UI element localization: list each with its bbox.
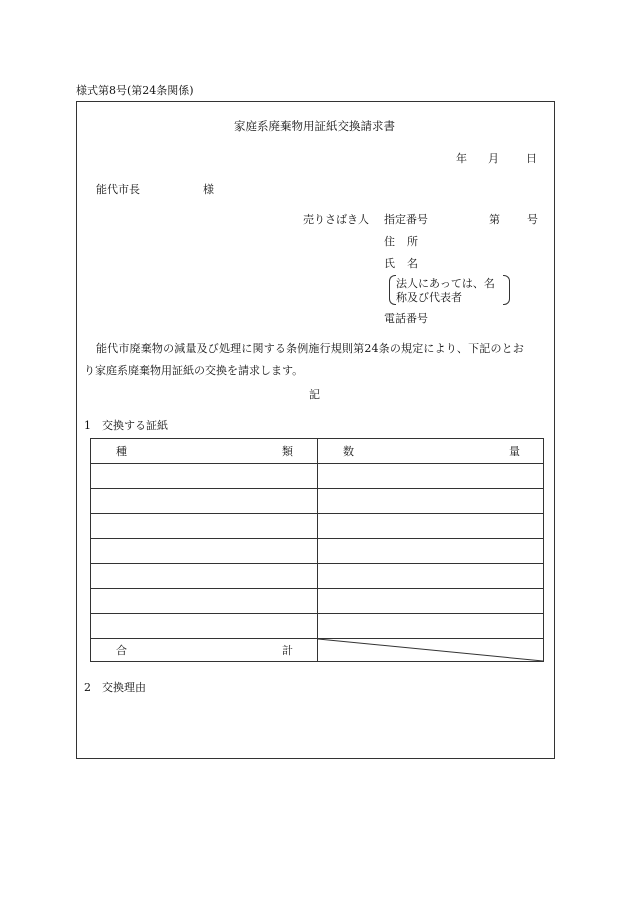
ki-heading: 記 bbox=[309, 388, 320, 401]
body-text-line2: り家庭系廃棄物用証紙の交換を請求します。 bbox=[84, 364, 304, 377]
table-column-divider bbox=[317, 439, 318, 661]
name-label: 氏 名 bbox=[384, 257, 419, 270]
phone-label: 電話番号 bbox=[384, 312, 428, 325]
table-row-divider bbox=[91, 613, 543, 614]
table-row-divider bbox=[91, 513, 543, 514]
date-day: 日 bbox=[526, 152, 537, 165]
section2-heading: 2 交換理由 bbox=[84, 681, 146, 694]
address-label: 住 所 bbox=[384, 235, 419, 248]
designation-number-prefix: 第 bbox=[489, 213, 500, 226]
corp-note-line1: 法人にあっては、名 bbox=[396, 277, 495, 290]
corp-note-line2: 称及び代表者 bbox=[396, 291, 462, 304]
exchange-stamps-table bbox=[90, 438, 544, 662]
header-type-right: 類 bbox=[282, 445, 293, 458]
table-row-divider bbox=[91, 488, 543, 489]
total-label-left: 合 bbox=[116, 644, 127, 657]
document-title: 家庭系廃棄物用証紙交換請求書 bbox=[234, 119, 395, 133]
form-number: 様式第8号(第24条関係) bbox=[76, 84, 194, 97]
designation-number-suffix: 号 bbox=[527, 213, 538, 226]
table-row-divider bbox=[91, 563, 543, 564]
corp-note-bracket-left bbox=[389, 275, 396, 305]
date-year: 年 bbox=[456, 152, 467, 165]
addressee-honorific: 様 bbox=[203, 183, 214, 196]
table-row-divider bbox=[91, 588, 543, 589]
date-month: 月 bbox=[488, 152, 499, 165]
header-qty-left: 数 bbox=[343, 445, 354, 458]
section1-heading: 1 交換する証紙 bbox=[84, 419, 168, 432]
total-label-right: 計 bbox=[282, 644, 293, 657]
body-text-line1: 能代市廃棄物の減量及び処理に関する条例施行規則第24条の規定により、下記のとお bbox=[96, 342, 525, 355]
seller-label: 売りさばき人 bbox=[303, 213, 369, 226]
designation-number-label: 指定番号 bbox=[384, 213, 428, 226]
table-row-divider bbox=[91, 463, 543, 464]
addressee-name: 能代市長 bbox=[96, 183, 140, 196]
header-qty-right: 量 bbox=[509, 445, 520, 458]
corp-note-bracket-right bbox=[503, 275, 510, 305]
header-type-left: 種 bbox=[116, 445, 127, 458]
total-quantity-diagonal bbox=[318, 639, 543, 661]
table-row-divider bbox=[91, 538, 543, 539]
